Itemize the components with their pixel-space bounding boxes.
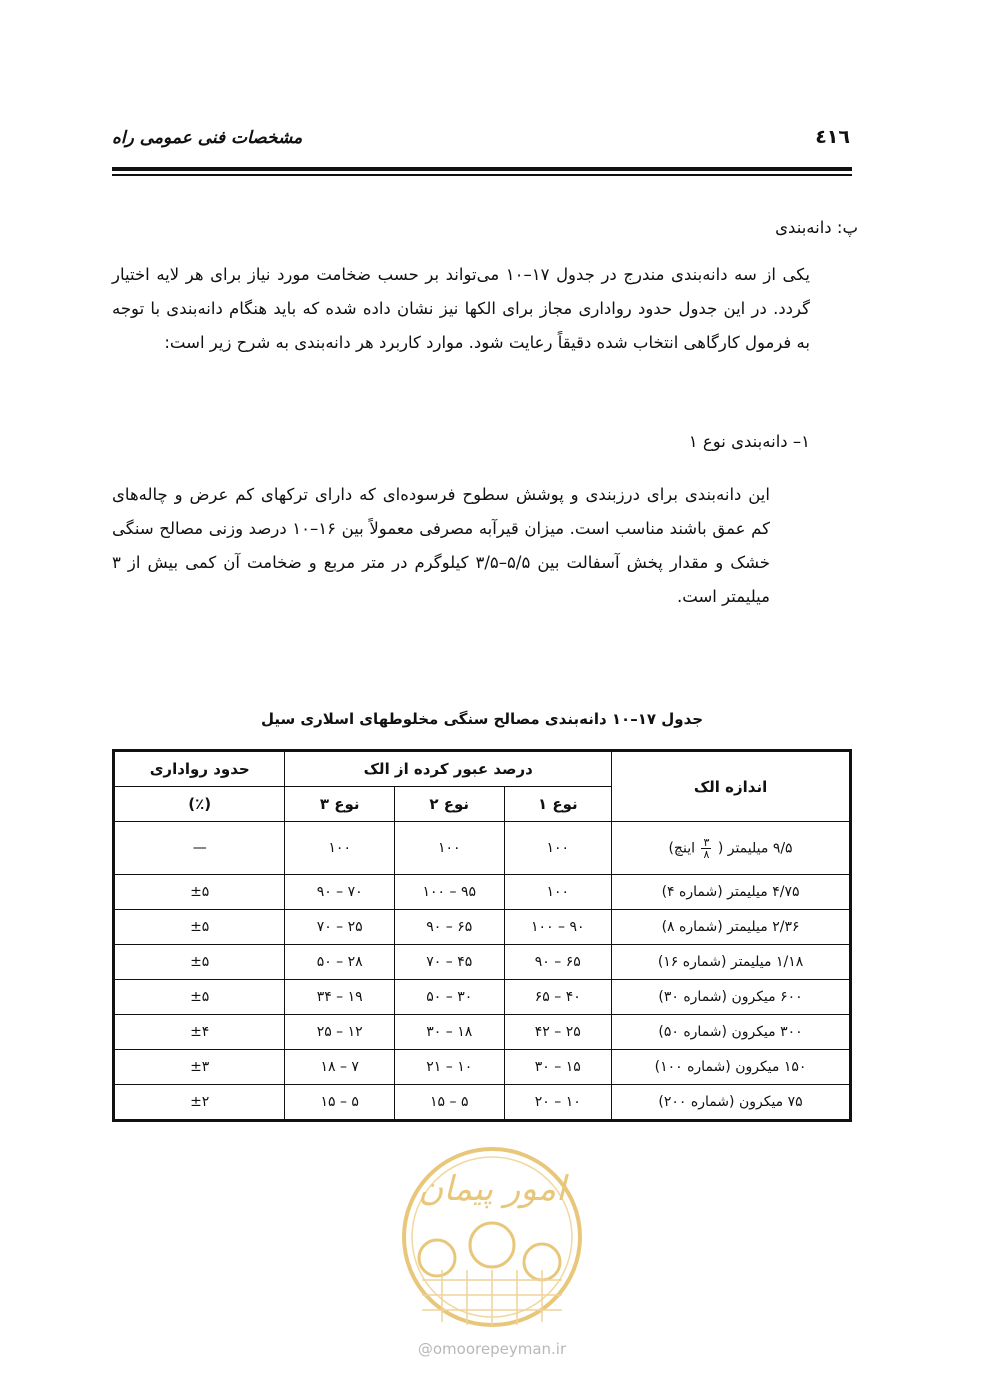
type1-cell: ۲۵ – ۴۲ (504, 1015, 612, 1050)
tolerance-cell: ±۲ (114, 1085, 285, 1121)
type1-cell: ۹۰ – ۱۰۰ (504, 910, 612, 945)
table-row (114, 1015, 851, 1050)
type1-cell: ۴۰ – ۶۵ (504, 980, 612, 1015)
paragraph-gradation-intro: یکی از سه دانه‌بندی مندرج در جدول ۱۷–۱۰ می‌تواند بر حسب ضخامت مورد نیاز برای هر لایه اختیار گردد. در این جدول حدود رواداری مجاز برای الکها نیز نشان داده شده که باید هنگام دانه‌بندی با توجه به فرمول کارگاهی انتخاب شده دقیقاً رعایت شود. موارد کاربرد هر دانه‌بندی به شرح زیر است: (112, 265, 810, 352)
tolerance-cell: ±۵ (114, 980, 285, 1015)
sieve-cell: ۱/۱۸ میلیمتر (شماره ۱۶) (612, 945, 851, 980)
table-row (114, 910, 851, 945)
section-heading: پ: دانه‌بندی (775, 218, 858, 237)
table-row (114, 945, 851, 980)
tolerance-cell: ±۳ (114, 1050, 285, 1085)
header-tolerance-unit: (٪) (114, 787, 285, 822)
sieve-cell: ۹/۵ میلیمتر ( $\frac{۳}{۸}$ اینچ) (612, 822, 851, 875)
tolerance-cell: ±۵ (114, 875, 285, 910)
header-type1: نوع ۱ (504, 787, 612, 822)
gradation-table (112, 749, 852, 1122)
table-row (114, 875, 851, 910)
sieve-cell: ۳۰۰ میکرون (شماره ۵۰) (612, 1015, 851, 1050)
running-header-title: مشخصات فنی عمومی راه (112, 128, 303, 148)
page-number: ٤١٦ (815, 126, 850, 148)
type3-cell: ۲۵ – ۷۰ (285, 910, 395, 945)
paragraph-type1: این دانه‌بندی برای درزبندی و پوشش سطوح فرسوده‌ای که دارای ترکهای کم عرض و چاله‌های کم عمق باشند مناسب است. میزان قیرآبه مصرفی معمولاً بین ۱۶–۱۰ درصد وزنی مصالح سنگی خشک و مقدار پخش آسفالت بین ۵/۵–۳/۵ کیلوگرم در متر مربع و ضخامت آن کمی بیش از ۳ میلیمتر است. (112, 485, 770, 606)
header-rule-thick (112, 167, 852, 171)
type2-cell: ۵ – ۱۵ (394, 1085, 504, 1121)
type1-cell: ۱۰ – ۲۰ (504, 1085, 612, 1121)
type1-cell: ۱۰۰ (504, 822, 612, 875)
fraction: $\frac{۳}{۸}$ (703, 835, 710, 861)
type3-cell: ۱۹ – ۳۴ (285, 980, 395, 1015)
type3-cell: ۲۸ – ۵۰ (285, 945, 395, 980)
header-type3: نوع ۳ (285, 787, 395, 822)
type2-cell: ۱۰۰ (394, 822, 504, 875)
header-sieve-size: اندازه الک (612, 751, 851, 822)
type3-cell: ۷ – ۱۸ (285, 1050, 395, 1085)
type2-cell: ۳۰ – ۵۰ (394, 980, 504, 1015)
type3-cell: ۱۲ – ۲۵ (285, 1015, 395, 1050)
tolerance-cell: ±۵ (114, 910, 285, 945)
table-row (114, 1085, 851, 1121)
tolerance-cell: ±۵ (114, 945, 285, 980)
table-row (114, 1050, 851, 1085)
sieve-cell: ۶۰۰ میکرون (شماره ۳۰) (612, 980, 851, 1015)
type1-cell: ۱۰۰ (504, 875, 612, 910)
header-type2: نوع ۲ (394, 787, 504, 822)
sieve-cell: ۲/۳۶ میلیمتر (شماره ۸) (612, 910, 851, 945)
table-row (114, 822, 851, 875)
header-tolerance: حدود رواداری (114, 751, 285, 787)
type1-cell: ۶۵ – ۹۰ (504, 945, 612, 980)
type2-cell: ۱۸ – ۳۰ (394, 1015, 504, 1050)
header-percent-passing: درصد عبور کرده از الک (285, 751, 612, 787)
sieve-cell: ۴/۷۵ میلیمتر (شماره ۴) (612, 875, 851, 910)
subsection-heading-type1: ۱– دانه‌بندی نوع ۱ (688, 432, 810, 451)
type3-cell: ۵ – ۱۵ (285, 1085, 395, 1121)
watermark-logo-text: امور پیمان (418, 1169, 566, 1209)
tolerance-cell: — (114, 822, 285, 875)
type3-cell: ۱۰۰ (285, 822, 395, 875)
table-header-row (114, 751, 851, 787)
watermark-site: @omoorepeyman.ir (417, 1340, 567, 1358)
sieve-cell: ۱۵۰ میکرون (شماره ۱۰۰) (612, 1050, 851, 1085)
type2-cell: ۹۵ – ۱۰۰ (394, 875, 504, 910)
table-caption: جدول ۱۷–۱۰ دانه‌بندی مصالح سنگی مخلوطهای اسلاری سیل (260, 710, 704, 728)
type1-cell: ۱۵ – ۳۰ (504, 1050, 612, 1085)
header-rule-thin (112, 174, 852, 176)
watermark-logo (392, 1140, 592, 1335)
type2-cell: ۴۵ – ۷۰ (394, 945, 504, 980)
table-row (114, 980, 851, 1015)
tolerance-cell: ±۴ (114, 1015, 285, 1050)
type3-cell: ۷۰ – ۹۰ (285, 875, 395, 910)
type2-cell: ۶۵ – ۹۰ (394, 910, 504, 945)
sieve-cell: ۷۵ میکرون (شماره ۲۰۰) (612, 1085, 851, 1121)
type2-cell: ۱۰ – ۲۱ (394, 1050, 504, 1085)
